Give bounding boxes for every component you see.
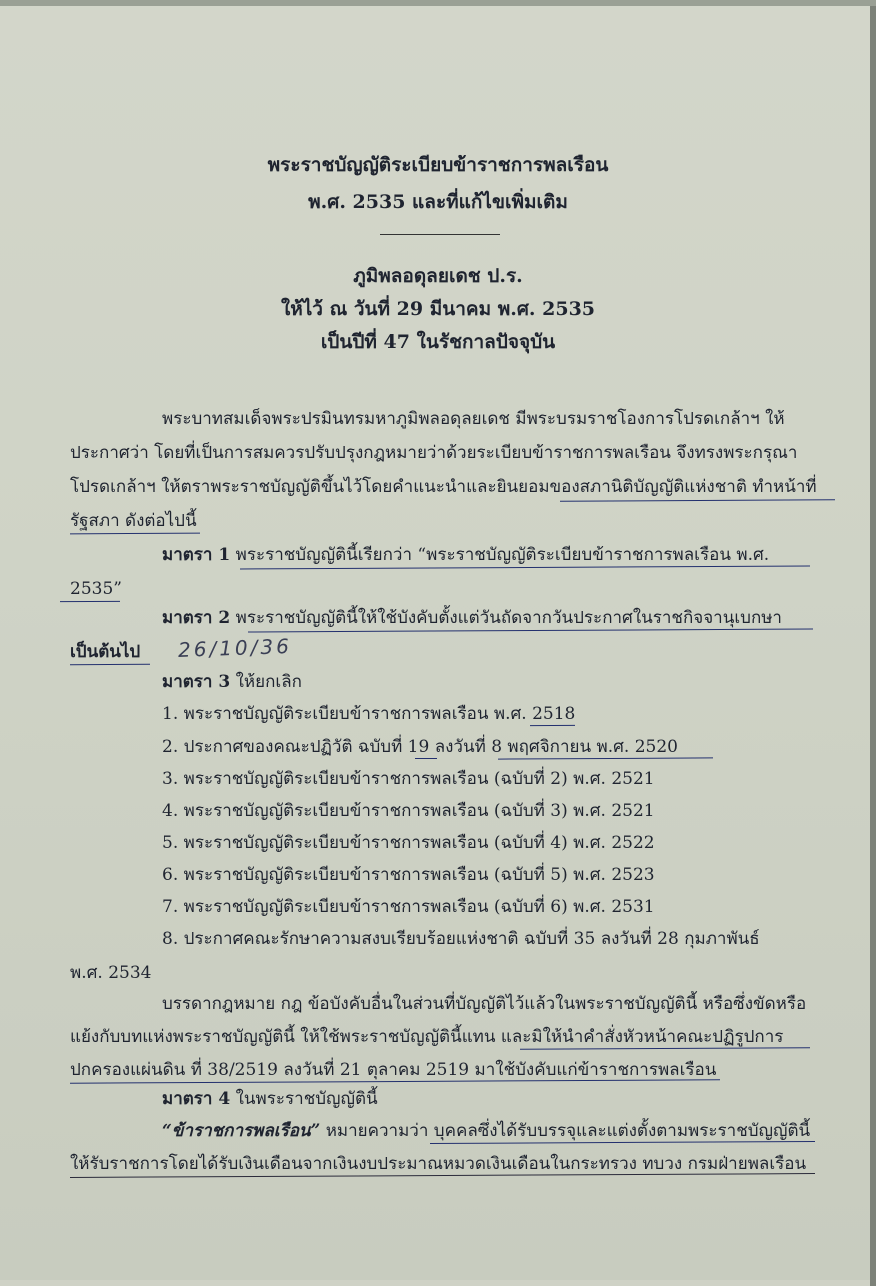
title-line-1: พระราชบัญญัติระเบียบข้าราชการพลเรือน bbox=[267, 154, 609, 176]
section-4-label: มาตรา 4 bbox=[162, 1089, 231, 1109]
pen-underline bbox=[415, 758, 437, 759]
section-4 bbox=[162, 1091, 378, 1108]
preamble-line-2: ประกาศว่า โดยที่เป็นการสมควรปรับปรุงกฎหมายว่าด้วยระเบียบข้าราชการพลเรือน จึงทรงพระกรุณา bbox=[70, 443, 798, 463]
section-2-label: มาตรา 2 bbox=[162, 608, 231, 628]
preamble-line-3: โปรดเกล้าฯ ให้ตราพระราชบัญญัติขึ้นไว้โดยคำแนะนำและยินยอมของสภานิติบัญญัติแห่งชาติ ทำหน้าที่ bbox=[70, 477, 817, 497]
king-signature: ภูมิพลอดุลยเดช ป.ร. bbox=[353, 265, 523, 287]
repeal-clause-line-2: แย้งกับบทแห่งพระราชบัญญัตินี้ ให้ใช้พระราชบัญญัตินี้แทน และมิให้นำคำสั่งหัวหน้าคณะปฏิรูปการ bbox=[70, 1027, 784, 1047]
pen-underline bbox=[70, 664, 150, 665]
pen-underline bbox=[530, 725, 575, 726]
section-1-text: พระราชบัญญัตินี้เรียกว่า “พระราชบัญญัติระเบียบข้าราชการพลเรือน พ.ศ. bbox=[235, 545, 770, 565]
given-date: ให้ไว้ ณ วันที่ 29 มีนาคม พ.ศ. 2535 bbox=[280, 298, 596, 320]
pen-underline bbox=[70, 533, 200, 535]
preamble-line-4: รัฐสภา ดังต่อไปนี้ bbox=[70, 511, 197, 531]
pen-underline bbox=[248, 629, 813, 633]
repealed-item-6: 6. พระราชบัญญัติระเบียบข้าราชการพลเรือน (ฉบับที่ 5) พ.ศ. 2523 bbox=[162, 865, 655, 885]
pen-underline bbox=[60, 601, 120, 602]
pen-underline bbox=[520, 1047, 810, 1050]
section-3-text: ให้ยกเลิก bbox=[235, 672, 302, 692]
pen-underline bbox=[498, 757, 713, 759]
section-3 bbox=[162, 674, 302, 691]
definition-line-2: ให้รับราชการโดยได้รับเงินเดือนจากเงินงบประมาณหมวดเงินเดือนในกระทรวง ทบวง กรมฝ่ายพลเรือน bbox=[70, 1154, 807, 1174]
repealed-item-5: 5. พระราชบัญญัติระเบียบข้าราชการพลเรือน (ฉบับที่ 4) พ.ศ. 2522 bbox=[162, 833, 655, 853]
section-1 bbox=[162, 547, 769, 564]
repealed-item-8-cont: พ.ศ. 2534 bbox=[70, 963, 152, 983]
handwritten-date: 26/10/36 bbox=[177, 634, 293, 662]
pen-underline bbox=[560, 499, 835, 501]
definition-text: หมายความว่า บุคคลซึ่งได้รับบรรจุและแต่งตั้งตามพระราชบัญญัตินี้ bbox=[325, 1121, 811, 1141]
title-line-2: พ.ศ. 2535 และที่แก้ไขเพิ่มเติม bbox=[308, 191, 568, 213]
reign-year: เป็นปีที่ 47 ในรัชกาลปัจจุบัน bbox=[320, 331, 556, 353]
pen-underline bbox=[240, 566, 810, 570]
repealed-item-4: 4. พระราชบัญญัติระเบียบข้าราชการพลเรือน (ฉบับที่ 3) พ.ศ. 2521 bbox=[162, 801, 655, 821]
title-divider bbox=[380, 234, 500, 235]
repealed-item-1: 1. พระราชบัญญัติระเบียบข้าราชการพลเรือน พ.ศ. 2518 bbox=[162, 704, 576, 724]
definition-term: “ข้าราชการพลเรือน” bbox=[162, 1121, 321, 1141]
section-3-label: มาตรา 3 bbox=[162, 672, 231, 692]
section-2-text: พระราชบัญญัตินี้ให้ใช้บังคับตั้งแต่วันถัดจากวันประกาศในราชกิจจานุเบกษา bbox=[235, 608, 782, 628]
repeal-clause-line-1: บรรดากฎหมาย กฎ ข้อบังคับอื่นในส่วนที่บัญญัติไว้แล้วในพระราชบัญญัตินี้ หรือซึ่งขัดหรือ bbox=[162, 994, 807, 1014]
section-4-text: ในพระราชบัญญัตินี้ bbox=[235, 1089, 378, 1109]
section-1-label: มาตรา 1 bbox=[162, 545, 231, 565]
section-1-cont: 2535” bbox=[70, 579, 122, 599]
repeal-clause-line-3: ปกครองแผ่นดิน ที่ 38/2519 ลงวันที่ 21 ตุลาคม 2519 มาใช้บังคับแก่ข้าราชการพลเรือน bbox=[70, 1060, 717, 1080]
preamble-line-1: พระบาทสมเด็จพระปรมินทรมหาภูมิพลอดุลยเดช มีพระบรมราชโองการโปรดเกล้าฯ ให้ bbox=[162, 409, 785, 429]
section-2-cont: เป็นต้นไป bbox=[70, 642, 141, 662]
definition-line-1 bbox=[162, 1123, 810, 1140]
repealed-item-7: 7. พระราชบัญญัติระเบียบข้าราชการพลเรือน (ฉบับที่ 6) พ.ศ. 2531 bbox=[162, 897, 655, 917]
pen-underline bbox=[430, 1141, 815, 1144]
section-2 bbox=[162, 610, 782, 627]
repealed-item-3: 3. พระราชบัญญัติระเบียบข้าราชการพลเรือน (ฉบับที่ 2) พ.ศ. 2521 bbox=[162, 769, 655, 789]
repealed-item-8: 8. ประกาศคณะรักษาความสงบเรียบร้อยแห่งชาติ ฉบับที่ 35 ลงวันที่ 28 กุมภาพันธ์ bbox=[162, 929, 760, 949]
repealed-item-2: 2. ประกาศของคณะปฏิวัติ ฉบับที่ 19 ลงวันที่ 8 พฤศจิกายน พ.ศ. 2520 bbox=[162, 737, 678, 757]
